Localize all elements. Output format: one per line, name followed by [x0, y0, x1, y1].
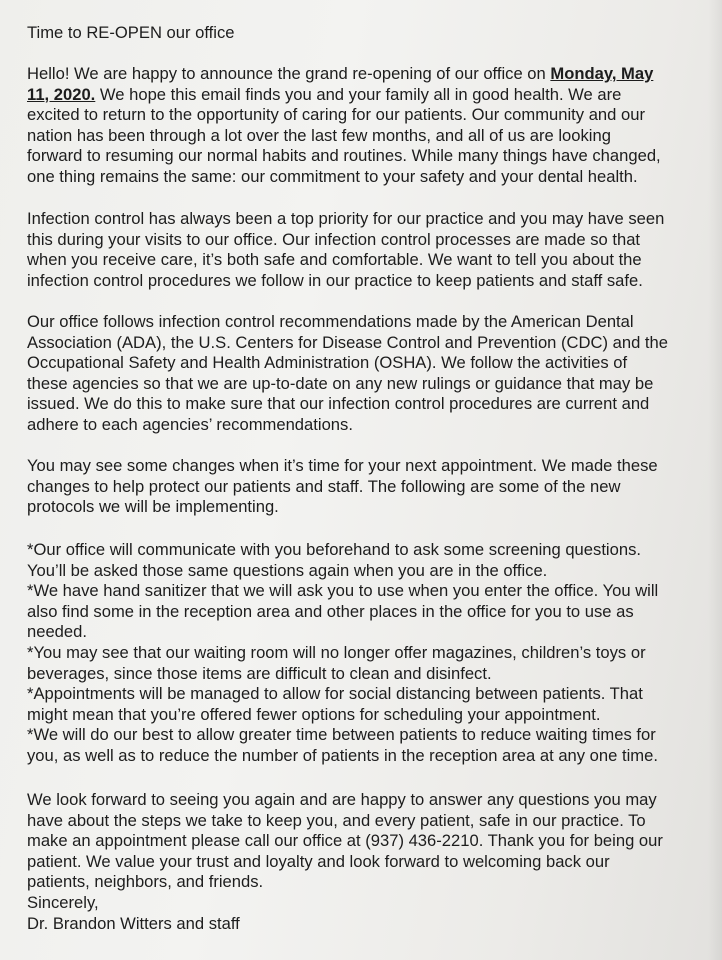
protocol-list: [27, 540, 719, 767]
text-line: infection control procedures we follow in our practice to keep patients and staff safe.: [27, 270, 643, 290]
text-line: You may see some changes when it’s time for your next appointment. We made these: [27, 456, 658, 475]
list-item: might mean that you’re offered fewer options for scheduling your appointment.: [27, 704, 601, 724]
paragraph-infection-control: [27, 209, 719, 291]
list-item: *You may see that our waiting room will no longer offer magazines, children’s toys or: [27, 642, 646, 662]
intro-line-2: [27, 85, 719, 106]
reopen-date-part-2: 11, 2020.: [27, 84, 96, 104]
text-line: when you receive care, it’s both safe and comfortable. We want to tell you about the: [27, 250, 642, 270]
paragraph-changes: [27, 456, 719, 518]
list-item: *Appointments will be managed to allow for social distancing between patients. That: [27, 684, 643, 704]
text-line: this during your visits to our office. Our infection control processes are made so that: [27, 229, 641, 249]
reopen-date-part-1: Monday, May: [550, 64, 654, 83]
text-line: have about the steps we take to keep you, and every patient, safe in our practice. To: [27, 810, 646, 830]
text-line: Our office follows infection control recommendations made by the American Dental: [27, 312, 634, 331]
text-line: make an appointment please call our office at (937) 436-2210. Thank you for being our: [27, 831, 663, 851]
list-item: *We will do our best to allow greater time between patients to reduce waiting times for: [27, 725, 656, 745]
paragraph-closing: [27, 790, 719, 934]
signature-name: Dr. Brandon Witters and staff: [27, 913, 240, 933]
intro-line-6: one thing remains the same: our commitment to your safety and your dental health.: [27, 166, 638, 186]
signoff: Sincerely,: [27, 892, 99, 912]
intro-line-5: forward to resuming our normal habits and routines. While many things have changed,: [27, 146, 661, 166]
intro-text: Hello! We are happy to announce the grand re-opening of our office on: [27, 64, 551, 83]
list-item: beverages, since those items are difficult to clean and disinfect.: [27, 663, 492, 683]
text-line: these agencies so that we are up-to-date on any new rulings or guidance that may be: [27, 373, 654, 393]
text-line: protocols we will be implementing.: [27, 497, 279, 517]
list-item: *We have hand sanitizer that we will ask you to use when you enter the office. You will: [27, 581, 659, 601]
text-line: patients, neighbors, and friends.: [27, 872, 264, 892]
text-line: Association (ADA), the U.S. Centers for Disease Control and Prevention (CDC) and the: [27, 332, 668, 352]
list-item: also find some in the reception area and other places in the office for you to use as: [27, 601, 634, 621]
text-line: patient. We value your trust and loyalty and look forward to welcoming back our: [27, 851, 610, 871]
text-line: adhere to each agencies’ recommendations.: [27, 414, 353, 434]
paragraph-recommendations: [27, 312, 719, 436]
list-item: you, as well as to reduce the number of patients in the reception area at any one time.: [27, 745, 658, 765]
list-item: *Our office will communicate with you beforehand to ask some screening questions.: [27, 540, 641, 559]
text-line: We look forward to seeing you again and are happy to answer any questions you may: [27, 790, 657, 809]
text-line: issued. We do this to make sure that our infection control procedures are current and: [27, 394, 650, 414]
text-line: changes to help protect our patients and staff. The following are some of the new: [27, 476, 621, 496]
text-line: Infection control has always been a top priority for our practice and you may have seen: [27, 209, 665, 228]
intro-text: We hope this email finds you and your family all in good health. We are: [95, 84, 622, 104]
letter-title: Time to RE-OPEN our office: [27, 23, 235, 42]
paragraph-intro: [27, 64, 719, 188]
intro-line-4: nation has been through a lot over the last few months, and all of us are looking: [27, 125, 611, 145]
list-item: You’ll be asked those same questions again when you are in the office.: [27, 560, 548, 580]
intro-line-1: [27, 64, 719, 85]
text-line: Occupational Safety and Health Administration (OSHA). We follow the activities of: [27, 353, 628, 373]
intro-line-3: excited to return to the opportunity of caring for our patients. Our community and our: [27, 105, 645, 125]
list-item: needed.: [27, 622, 87, 642]
